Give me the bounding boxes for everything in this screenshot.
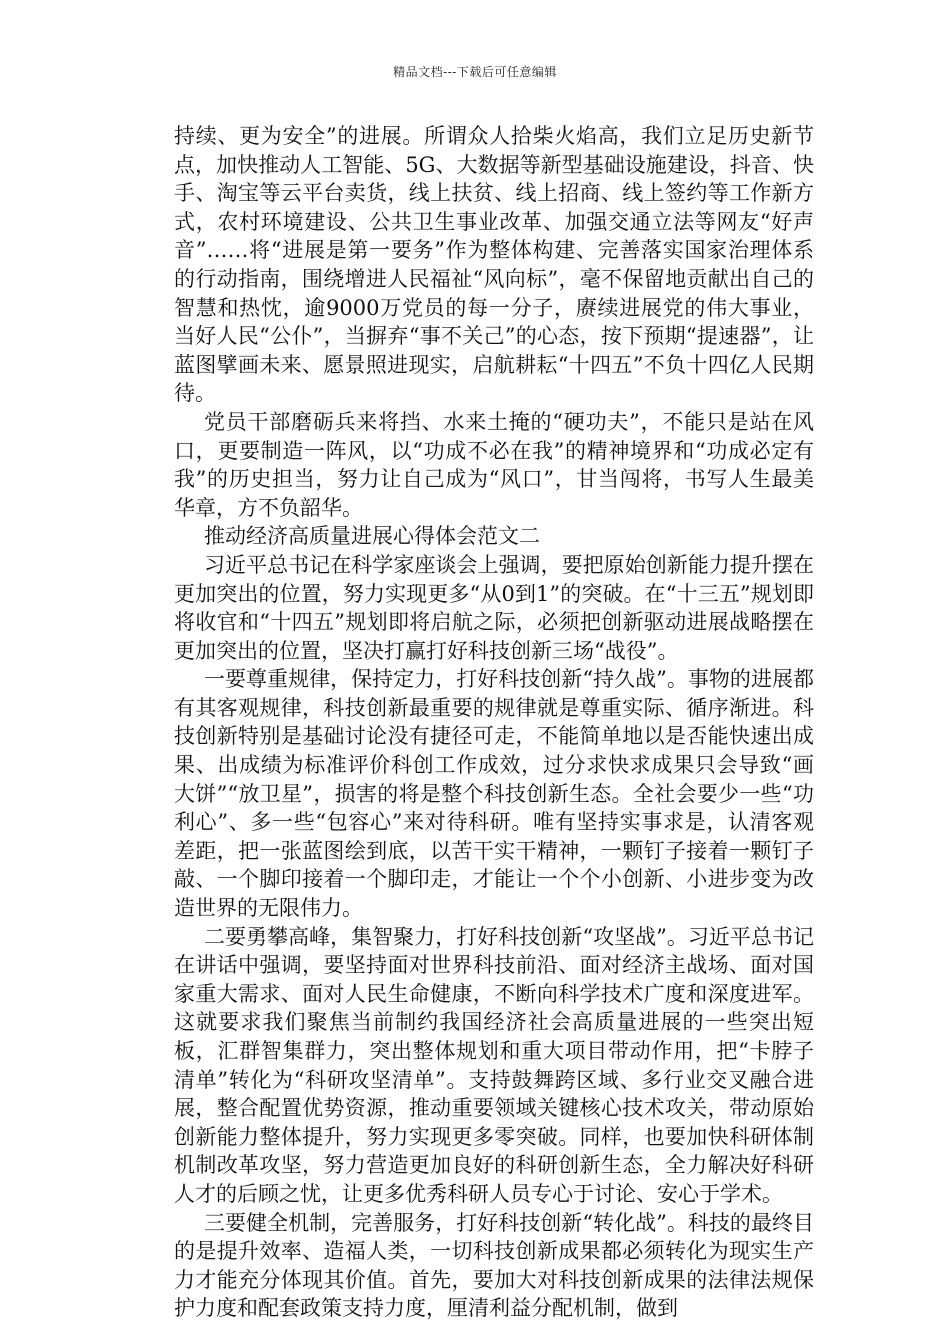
paragraph: 三要健全机制，完善服务，打好科技创新“转化战”。科技的最终目的是提升效率、造福人类，一切科技创新成果都必须转化为现实生产力才能充分体现其价值。首先，要加大对科技创新成果的法律法规保护力度和配套政策支持力度，厘清利益分配机制，做到 [174,1210,814,1321]
paragraph: 一要尊重规律，保持定力，打好科技创新“持久战”。事物的进展都有其客观规律，科技创新最重要的规律就是尊重实际、循序渐进。科技创新特别是基础讨论没有捷径可走，不能简单地以是否能快速出成果、出成绩为标准评价科创工作成效，过分求快求成果只会导致“画大饼”“放卫星”，损害的将是整个科技创新生态。全社会要少一些“功利心”、多一些“包容心”来对待科研。唯有坚持实事求是，认清客观差距，把一张蓝图绘到底，以苦干实干精神，一颗钉子接着一颗钉子敲、一个脚印接着一个脚印走，才能让一个个小创新、小进步变为改造世界的无限伟力。 [174,667,814,921]
document-body [174,122,814,1323]
paragraph-continuation: 持续、更为安全”的进展。所谓众人拾柴火焰高，我们立足历史新节点，加快推动人工智能、5G、大数据等新型基础设施建设，抖音、快手、淘宝等云平台卖货，线上扶贫、线上招商、线上签约等工作新方式，农村环境建设、公共卫生事业改革、加强交通立法等网友“好声音”……将“进展是第一要务”作为整体构建、完善落实国家治理体系的行动指南，围绕增进人民福祉“风向标”，毫不保留地贡献出自己的智慧和热忱，逾9000万党员的每一分子，赓续进展党的伟大事业，当好人民“公仆”，当摒弃“事不关己”的心态，按下预期“提速器”，让蓝图擘画未来、愿景照进现实，启航耕耘“十四五”不负十四亿人民期待。 [174,124,814,406]
paragraph: 习近平总书记在科学家座谈会上强调，要把原始创新能力提升摆在更加突出的位置，努力实现更多“从0到1”的突破。在“十三五”规划即将收官和“十四五”规划即将启航之际，必须把创新驱动进展战略摆在更加突出的位置，坚决打赢打好科技创新三场“战役”。 [174,552,814,663]
paragraph: 党员干部磨砺兵来将挡、水来土掩的“硬功夫”，不能只是站在风口，更要制造一阵风，以“功成不必在我”的精神境界和“功成必定有我”的历史担当，努力让自己成为“风口”，甘当闯将，书写人生最美华章，方不负韶华。 [174,409,814,520]
paragraph: 二要勇攀高峰，集智聚力，打好科技创新“攻坚战”。习近平总书记在讲话中强调，要坚持面对世界科技前沿、面对经济主战场、面对国家重大需求、面对人民生命健康，不断向科学技术广度和深度进军。这就要求我们聚焦当前制约我国经济社会高质量进展的一些突出短板，汇群智集群力，突出整体规划和重大项目带动作用，把“卡脖子清单”转化为“科研攻坚清单”。支持鼓舞跨区域、多行业交叉融合进展，整合配置优势资源，推动重要领域关键核心技术攻关，带动原始创新能力整体提升，努力实现更多零突破。同样，也要加快科研体制机制改革攻坚，努力营造更加良好的科研创新生态，全力解决好科研人才的后顾之忧，让更多优秀科研人员专心于讨论、安心于学术。 [174,924,814,1206]
section-title: 推动经济高质量进展心得体会范文二 [204,524,540,549]
page-header: 精品文档---下载后可任意编辑 [393,65,557,79]
